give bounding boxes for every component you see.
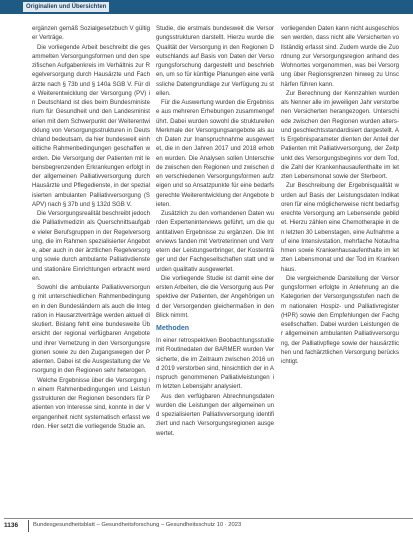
paragraph: Zur Beschreibung der Ergebnisqualität wurden auf Basis der Leistungsdaten Indikatoren für eine möglicherweise nicht bedarfsgerechte Versorgung am Lebensende gebildet. Hierzu zählen eine Chemotherapie in den letzten 30 Lebenstagen, eine Aufnahme auf eine Intensivstation, mehrfache Notaufnahmen sowie Krankenhausaufenthalte im letzten Lebensmonat und der Tod im Krankenhaus.	[281, 182, 399, 273]
journal-citation: Bundesgesundheitsblatt – Gesundheitsforschung – Gesundheitsschutz 10 · 2023	[33, 522, 242, 528]
paragraph: In einer retrospektiven Beobachtungsstudie mit Routinedaten der BARMER wurden Versicherte, die im Zeitraum zwischen 2016 und 2019 verstorben sind, hinsichtlich der in Anspruch genommenen Palliativleistungen im letzten Lebensjahr analysiert.	[156, 337, 274, 391]
footer-separator	[28, 520, 29, 532]
paragraph: Aus den verfügbaren Abrechnungsdaten wurden die Leistungen der allgemeinen und spezialisierten Palliativversorgung identifiziert und nach Versorgungsregionen ausgewertet.	[156, 392, 274, 437]
text-column-right	[281, 24, 399, 512]
paragraph: Welche Ergebnisse über die Versorgung in einem Rahmenbedingungen und Leistungsstrukturen der Regionen besonders für Patienten von Interesse sind, konnte in der Vergangenheit nicht systematisch erfasst werden. Hier setzt die vorliegende Studie an.	[32, 376, 150, 430]
paragraph: Zur Berechnung der Kennzahlen wurden als Nenner alle im jeweiligen Jahr verstorbenen Versicherten herangezogen. Unterschiede zwischen den Regionen wurden alters- und geschlechtsstandardisiert dargestellt. Als Ergebnisparameter dienten der Anteil der Patienten mit Palliativversorgung, der Zeitpunkt des Versorgungsbeginns vor dem Tod, die Zahl der Krankenhausaufenthalte im letzten Lebensmonat sowie der Sterbeort.	[281, 89, 399, 180]
paragraph: Die Versorgungsrealität beschreibt jedoch die Palliativmedizin als Querschnittsaufgabe vieler Berufsgruppen in der Regelversorgung, die im Rahmen spezialisierter Angebote, aber auch in der ärztlichen Regelversorgung sowie durch ambulante Palliativdienste und stationäre Einrichtungen erbracht werden.	[32, 210, 150, 282]
paragraph: ergänzen gemäß Sozialgesetzbuch V gültiger Verträge.	[32, 25, 150, 42]
paragraph: Die vorliegende Studie ist damit eine der ersten Arbeiten, die die Versorgung aus Perspektive der Patienten, der Angehörigen und der Versorgenden gleichermaßen in den Blick nimmt.	[156, 274, 274, 319]
paragraph: Für die Auswertung wurden die Ergebnisse aus mehreren Erhebungen zusammengeführt. Dabei wurden sowohl die strukturellen Merkmale der Versorgungsangebote als auch Daten zur Inanspruchnahme ausgewertet, die in den Jahren 2017 und 2018 erhoben wurden. Die Analysen sollen Unterschiede zwischen den Regionen und zwischen den verschiedenen Versorgungsformen aufzeigen und so Ansatzpunkte für eine bedarfsgerechte Weiterentwicklung der Angebote bieten.	[156, 99, 274, 208]
footer-divider	[4, 518, 413, 519]
paragraph: Zusätzlich zu den vorhandenen Daten wurden Experteninterviews geführt, um die quantitativen Ergebnisse zu ergänzen. Die Interviews fanden mit Vertreterinnen und Vertretern der Leistungserbringer, der Kostenträger und der Fachgesellschaften statt und wurden qualitativ ausgewertet.	[156, 210, 274, 273]
text-column-middle	[156, 24, 274, 512]
section-label: Originalien und Übersichten	[23, 2, 109, 12]
paragraph: Sowohl die ambulante Palliativversorgung mit unterschiedlichen Rahmenbedingungen in den Bundesländern als auch die Integration in Hausarztverträge werden aktuell diskutiert. Bislang fehlt eine bundesweite Übersicht der regional verfügbaren Angebote und ihrer Vernetzung in den Versorgungsregionen sowie zu den Zugangswegen der Patienten. Dabei ist die Ausgestaltung der Versorgung in den Regionen sehr heterogen.	[32, 284, 150, 375]
section-heading-methods: Methoden	[156, 325, 190, 332]
paragraph: Studie, die erstmals bundesweit die Versorgungsstrukturen darstellt. Hierzu wurde die Qualität der Versorgung in den Regionen Deutschlands auf Basis von Daten der Versorgungsforschung dargestellt und beschrieben, um so für künftige Planungen eine verlässliche Datengrundlage zur Verfügung zu stellen.	[156, 25, 274, 97]
paragraph: Die vergleichende Darstellung der Versorgungsformen erfolgte in Anlehnung an die Kategorien der Versorgungsstufen nach dem nationalen Hospiz- und Palliativregister (HPR) sowie den Empfehlungen der Fachgesellschaften. Dabei wurden Leistungen der allgemeinen ambulanten Palliativversorgung, der Palliativpflege sowie der hausärztlichen und fachärztlichen Versorgung berücksichtigt.	[281, 274, 399, 365]
paragraph: Die vorliegende Arbeit beschreibt die gesammelten Versorgungsformen und den spezifischen Aufgabenkreis im Verhältnis zur Regelversorgung durch Hausärzte und Fachärzte nach § 73b und § 140a SGB V. Für die Weiterentwicklung der Versorgung (PV) in Deutschland ist dies beim Bundesministerium für Gesundheit und den Landesministerien mit dem Schwerpunkt der Weiterentwicklung von Versorgungsstrukturen in Deutschland bedeutsam, da hier bundesweit einheitliche Rahmenbedingungen geschaffen werden. Die Versorgung der Patienten mit lebensbegrenzenden Erkrankungen erfolgt in der allgemeinen Palliativversorgung durch Hausärzte und Pflegedienste, in der spezialisierten ambulanten Palliativversorgung (SAPV) nach § 37b und § 132d SGB V.	[32, 43, 150, 208]
paragraph: vorliegenden Daten kann nicht ausgeschlossen werden, dass nicht alle Versicherten vollständig erfasst sind. Zudem wurde die Zuordnung zur Versorgungsregion anhand des Wohnortes vorgenommen, was bei Versorgung über Regionsgrenzen hinweg zu Unschärfen führen kann.	[281, 25, 399, 88]
text-column-left	[32, 24, 150, 512]
section-header-bar	[0, 0, 413, 14]
page-number: 1136	[4, 522, 19, 529]
